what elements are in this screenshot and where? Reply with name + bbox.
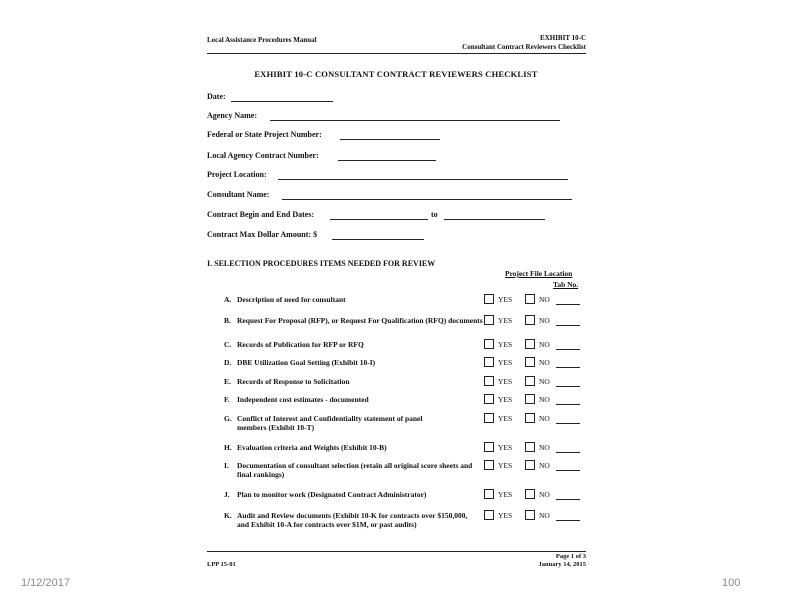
col-header-tab: Tab No.	[553, 280, 579, 289]
item-letter: D.	[224, 358, 232, 367]
item-letter: E.	[224, 377, 231, 386]
tab-number-line[interactable]	[556, 404, 580, 405]
no-label: NO	[539, 490, 550, 499]
field-label-contract-number: Local Agency Contract Number:	[207, 151, 319, 160]
item-text: Evaluation criteria and Weights (Exhibit 10-B)	[237, 443, 387, 452]
yes-checkbox[interactable]	[484, 294, 494, 304]
col-header-location: Project File Location	[505, 269, 573, 278]
item-letter: K.	[224, 511, 232, 520]
field-line-end-date[interactable]	[444, 219, 545, 220]
no-checkbox[interactable]	[525, 413, 535, 423]
no-label: NO	[539, 511, 550, 520]
item-letter: C.	[224, 340, 232, 349]
field-line-location[interactable]	[278, 179, 568, 180]
tab-number-line[interactable]	[556, 367, 580, 368]
no-label: NO	[539, 443, 550, 452]
yes-checkbox[interactable]	[484, 510, 494, 520]
item-text: Request For Proposal (RFP), or Request For Qualification (RFQ) documents	[237, 316, 483, 325]
tab-number-line[interactable]	[556, 452, 580, 453]
no-checkbox[interactable]	[525, 294, 535, 304]
yes-label: YES	[498, 395, 513, 404]
no-label: NO	[539, 377, 550, 386]
header-rule	[207, 53, 586, 54]
item-text: Plan to monitor work (Designated Contract Administrator)	[237, 490, 427, 499]
yes-checkbox[interactable]	[484, 413, 494, 423]
no-checkbox[interactable]	[525, 489, 535, 499]
yes-label: YES	[498, 490, 513, 499]
exhibit-label: EXHIBIT 10-C	[540, 34, 586, 42]
section-title: I. SELECTION PROCEDURES ITEMS NEEDED FOR REVIEW	[207, 259, 436, 268]
yes-label: YES	[498, 461, 513, 470]
footer-lpp: LPP 15-01	[207, 561, 236, 568]
yes-label: YES	[498, 340, 513, 349]
yes-label: YES	[498, 414, 513, 423]
tab-number-line[interactable]	[556, 304, 580, 305]
no-checkbox[interactable]	[525, 442, 535, 452]
field-line-project-number[interactable]	[340, 139, 440, 140]
field-line-contract-number[interactable]	[338, 160, 436, 161]
field-label-project-number: Federal or State Project Number:	[207, 130, 322, 139]
yes-checkbox[interactable]	[484, 315, 494, 325]
yes-checkbox[interactable]	[484, 460, 494, 470]
item-text: Records of Response to Solicitation	[237, 377, 350, 386]
yes-label: YES	[498, 358, 513, 367]
item-text: Audit and Review documents (Exhibit 10-K for contracts over $150,000, and Exhibit 10-A for contracts over $1M, or past audits)	[237, 511, 468, 529]
item-text: DBE Utilization Goal Setting (Exhibit 10-I)	[237, 358, 376, 367]
field-label-consultant: Consultant Name:	[207, 190, 270, 199]
field-line-max-amount[interactable]	[332, 239, 424, 240]
yes-checkbox[interactable]	[484, 376, 494, 386]
manual-title: Local Assistance Procedures Manual	[207, 36, 317, 44]
item-letter: A.	[224, 295, 232, 304]
tab-number-line[interactable]	[556, 386, 580, 387]
item-text: Documentation of consultant selection (retain all original score sheets and final rankings)	[237, 461, 473, 479]
tab-number-line[interactable]	[556, 470, 580, 471]
item-text: Independent cost estimates - documented	[237, 395, 369, 404]
field-line-date[interactable]	[231, 101, 333, 102]
yes-checkbox[interactable]	[484, 394, 494, 404]
to-label: to	[431, 210, 438, 219]
item-letter: F.	[224, 395, 230, 404]
yes-checkbox[interactable]	[484, 357, 494, 367]
yes-label: YES	[498, 377, 513, 386]
tab-number-line[interactable]	[556, 349, 580, 350]
yes-checkbox[interactable]	[484, 442, 494, 452]
yes-checkbox[interactable]	[484, 489, 494, 499]
field-line-begin-date[interactable]	[330, 219, 428, 220]
field-line-consultant[interactable]	[282, 199, 572, 200]
tab-number-line[interactable]	[556, 423, 580, 424]
item-text: Records of Publication for RFP or RFQ	[237, 340, 364, 349]
no-checkbox[interactable]	[525, 510, 535, 520]
footer-page: Page 1 of 3	[555, 553, 586, 560]
no-label: NO	[539, 340, 550, 349]
item-letter: G.	[224, 414, 232, 423]
field-label-location: Project Location:	[207, 170, 267, 179]
yes-checkbox[interactable]	[484, 339, 494, 349]
yes-label: YES	[498, 511, 513, 520]
item-text: Description of need for consultant	[237, 295, 346, 304]
field-label-dates: Contract Begin and End Dates:	[207, 210, 315, 219]
no-label: NO	[539, 414, 550, 423]
tab-number-line[interactable]	[556, 520, 580, 521]
item-letter: J.	[224, 490, 230, 499]
no-label: NO	[539, 461, 550, 470]
footer-date: January 14, 2015	[538, 561, 586, 568]
yes-label: YES	[498, 295, 513, 304]
no-label: NO	[539, 358, 550, 367]
yes-label: YES	[498, 443, 513, 452]
no-label: NO	[539, 316, 550, 325]
checklist-title: EXHIBIT 10-C CONSULTANT CONTRACT REVIEWERS CHECKLIST	[254, 69, 538, 79]
field-line-agency[interactable]	[270, 120, 560, 121]
item-letter: I.	[224, 461, 229, 470]
exhibit-subtitle: Consultant Contract Reviewers Checklist	[462, 43, 586, 51]
item-text: Conflict of Interest and Confidentiality statement of panel members (Exhibit 10-T)	[237, 414, 423, 432]
field-label-agency: Agency Name:	[207, 111, 257, 120]
slide-number: 100	[722, 577, 741, 589]
slide-date: 1/12/2017	[21, 577, 70, 589]
tab-number-line[interactable]	[556, 499, 580, 500]
no-checkbox[interactable]	[525, 460, 535, 470]
field-label-max-amount: Contract Max Dollar Amount: $	[207, 230, 318, 239]
no-checkbox[interactable]	[525, 357, 535, 367]
item-letter: H.	[224, 443, 232, 452]
tab-number-line[interactable]	[556, 325, 580, 326]
field-label-date: Date:	[207, 92, 226, 101]
no-checkbox[interactable]	[525, 376, 535, 386]
footer-rule	[207, 551, 586, 552]
item-letter: B.	[224, 316, 231, 325]
no-checkbox[interactable]	[525, 339, 535, 349]
no-label: NO	[539, 395, 550, 404]
no-checkbox[interactable]	[525, 394, 535, 404]
no-label: NO	[539, 295, 550, 304]
no-checkbox[interactable]	[525, 315, 535, 325]
yes-label: YES	[498, 316, 513, 325]
